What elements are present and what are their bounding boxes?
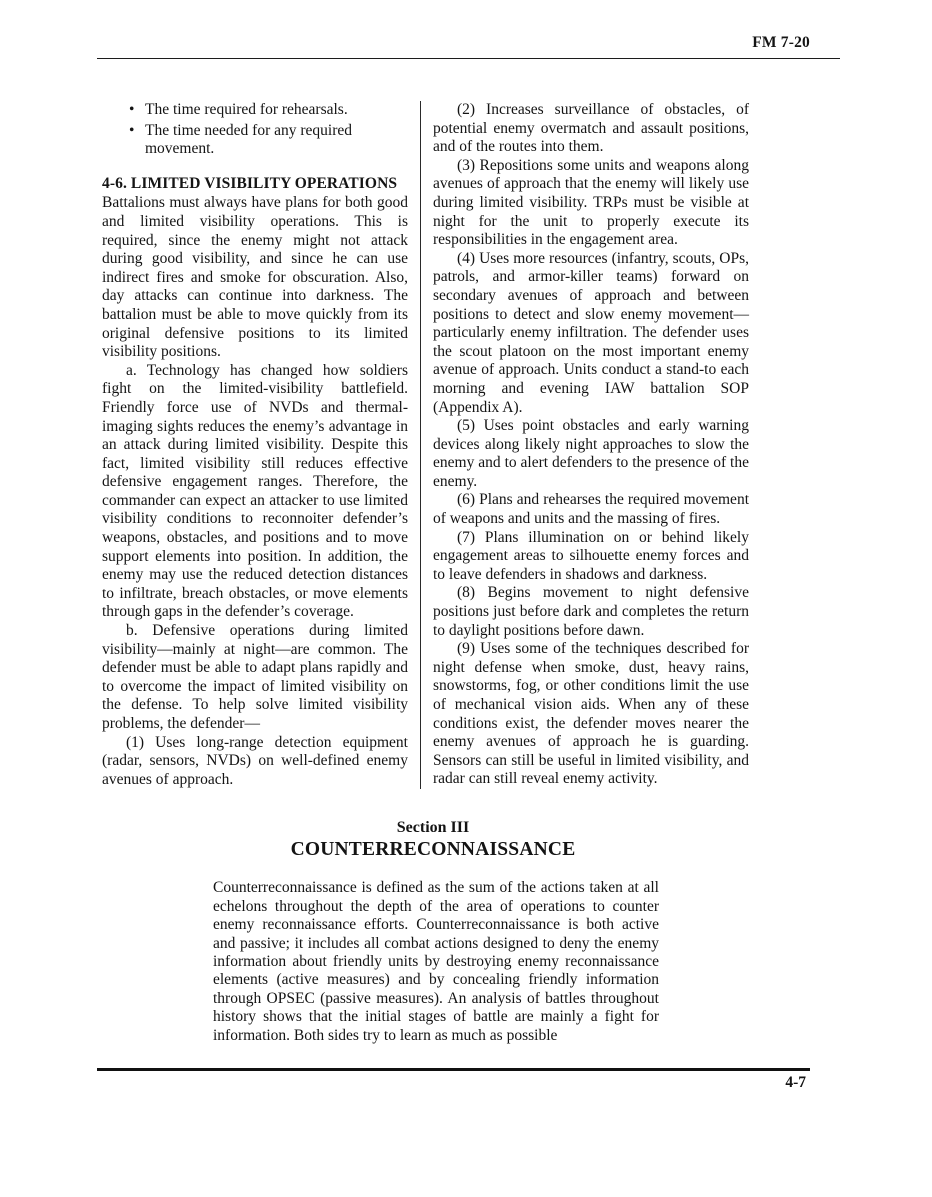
bullet-icon: • — [129, 121, 135, 139]
page-header — [97, 0, 840, 59]
body-paragraph: (6) Plans and rehearses the required movement of weapons and units and the massing of fires. — [433, 491, 749, 528]
bullet-list — [129, 101, 408, 159]
body-paragraph: b. Defensive operations during limited visibility—mainly at night—are common. The defender must be able to adapt plans rapidly and to overcome the impact of limited visibility on the defense. To help solve limited visibility problems, the defender— — [102, 622, 408, 732]
bullet-item — [129, 122, 408, 159]
body-paragraph: (8) Begins movement to night defensive positions just before dark and completes the return to daylight positions before dawn. — [433, 584, 749, 639]
bullet-text: The time required for rehearsals. — [145, 101, 348, 118]
section-heading: 4-6. LIMITED VISIBILITY OPERATIONS — [102, 174, 398, 192]
body-paragraph: (4) Uses more resources (infantry, scouts, OPs, patrols, and armor-killer teams) forward on secondary avenues of approach and between positions to detect and slow enemy movement—particularly enemy infiltration. The defender uses the scout platoon on the most important enemy avenue of approach. Units conduct a stand-to each morning and evening IAW battalion SOP (Appendix A). — [433, 249, 749, 416]
body-paragraph: (9) Uses some of the techniques described for night defense when smoke, dust, heavy rains, snowstorms, fog, or other conditions limit the use of mechanical vision aids. When any of these conditions exist, the defender moves nearer the enemy avenues of approach he is guarding. Sensors can still be useful in limited visibility, and radar can still reveal enemy activity. — [433, 640, 749, 788]
right-column — [421, 101, 749, 789]
two-column-body — [102, 101, 764, 789]
section-title: COUNTERRECONNAISSANCE — [290, 839, 576, 861]
body-paragraph: (1) Uses long-range detection equipment (radar, sensors, NVDs) on well-defined enemy avenues of approach. — [102, 733, 408, 788]
header-rule — [97, 58, 840, 59]
body-paragraph: (5) Uses point obstacles and early warning devices along likely night approaches to slow the enemy and to alert defenders to the presence of the enemy. — [433, 417, 749, 490]
section-intro-paragraph: Counterreconnaissance is defined as the sum of the actions taken at all echelons throughout the depth of the area of operations to counter enemy reconnaissance efforts. Counterreconnaissance is both active and passive; it includes all combat actions designed to deny the enemy information about friendly units by destroying enemy reconnaissance elements (active measures) and by concealing friendly information through OPSEC (passive measures). An analysis of battles throughout history shows that the initial stages of battle are mainly a fight for information. Both sides try to learn as much as possible — [213, 879, 659, 1044]
body-paragraph: (7) Plans illumination on or behind likely engagement areas to silhouette enemy forces and to leave defenders in shadows and darkness. — [433, 528, 749, 583]
document-page — [97, 0, 840, 1197]
footer-rule — [97, 1068, 810, 1071]
body-paragraph: a. Technology has changed how soldiers fight on the limited-visibility battlefield. Friendly force use of NVDs and thermal-imaging sights reduces the enemy’s advantage in an attack during limited visibility. Despite this fact, limited visibility still reduces effective defensive engagement ranges. Therefore, the commander can expect an attacker to use limited visibility conditions to reconnoiter defender’s weapons, obstacles, and positions and to move support elements into position. In addition, the enemy may use the reduced detection distances to infiltrate, breach obstacles, or move elements through gaps in the defender’s coverage. — [102, 361, 408, 621]
page-number: 4-7 — [785, 1074, 806, 1091]
body-paragraph: (3) Repositions some units and weapons along avenues of approach that the enemy will likely use during limited visibility. TRPs must be visible at night for the unit to properly execute its responsibilities in the engagement area. — [433, 156, 749, 249]
body-paragraph: Battalions must always have plans for both good and limited visibility operations. This is required, since the enemy might not attack during good visibility, and since he can use indirect fires and smoke for obscuration. Also, day attacks can continue into darkness. The battalion must be able to move quickly from its original defensive positions to its limited visibility positions. — [102, 194, 408, 361]
page-footer — [97, 1068, 810, 1092]
body-paragraph: (2) Increases surveillance of obstacles, of potential enemy overmatch and assault positions, and of the routes into them. — [433, 101, 749, 156]
bullet-text: The time needed for any required movement. — [145, 121, 353, 158]
section-label: Section III — [396, 819, 470, 837]
document-id: FM 7-20 — [752, 34, 810, 51]
section-iii-block — [102, 819, 764, 1045]
bullet-item — [129, 101, 408, 120]
left-column — [102, 101, 420, 789]
bullet-icon: • — [129, 101, 135, 118]
